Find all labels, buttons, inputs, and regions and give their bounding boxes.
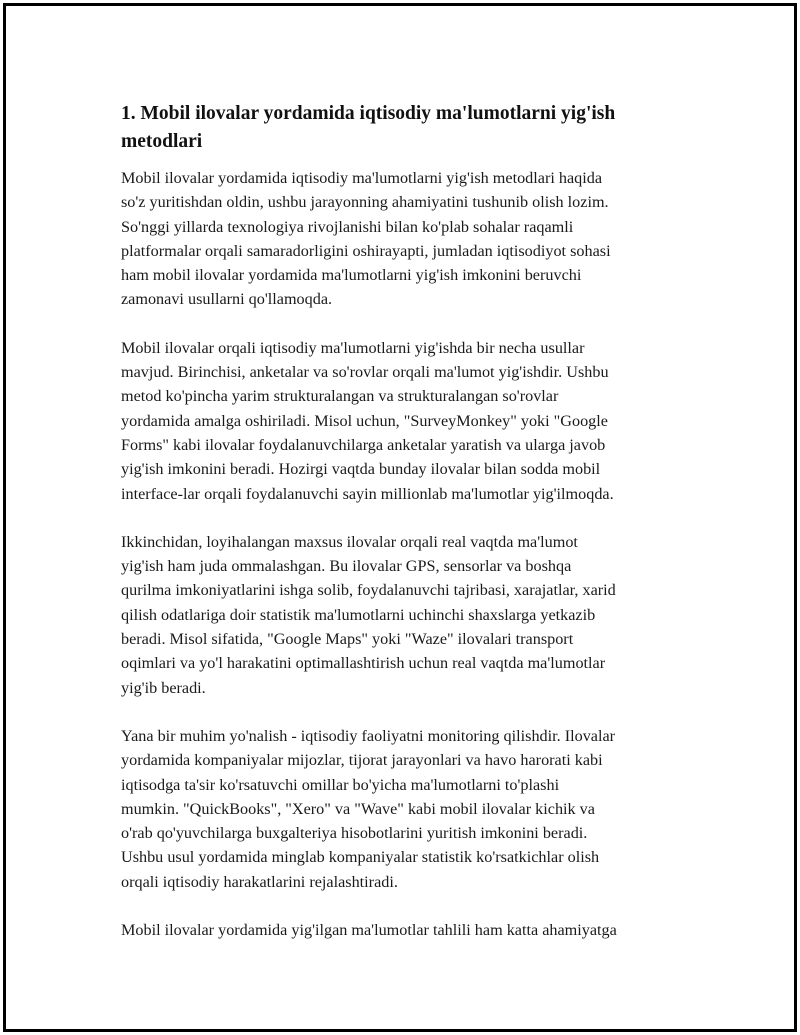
- text-line: o'rab qo'yuvchilarga buxgalteriya hisobotlarini yuritish imkonini beradi.: [121, 824, 588, 843]
- heading-line: 1. Mobil ilovalar yordamida iqtisodiy ma'lumotlarni yig'ish: [121, 103, 616, 124]
- paragraph-4: [121, 724, 701, 894]
- text-line: Mobil ilovalar yordamida yig'ilgan ma'lumotlar tahlili ham katta ahamiyatga: [121, 921, 617, 940]
- page-frame: [3, 3, 797, 1032]
- text-line: Mobil ilovalar yordamida iqtisodiy ma'lumotlarni yig'ish metodlari haqida: [121, 169, 603, 187]
- text-line: qilish odatlariga doir statistik ma'lumotlarni uchinchi shaxslarga yetkazib: [121, 605, 596, 624]
- text-line: yig'ish ham juda ommalashgan. Bu ilovalar GPS, sensorlar va boshqa: [121, 557, 572, 576]
- text-line: mumkin. "QuickBooks", "Xero" va "Wave" kabi mobil ilovalar kichik va: [121, 799, 595, 818]
- text-line: yordamida amalga oshiriladi. Misol uchun, "SurveyMonkey" yoki "Google: [121, 411, 608, 430]
- text-line: Forms" kabi ilovalar foydalanuvchilarga anketalar yaratish va ularga javob: [121, 435, 606, 454]
- paragraph-1: [121, 166, 701, 312]
- text-line: ham mobil ilovalar yordamida ma'lumotlarni yig'ish imkonini beruvchi: [121, 266, 582, 285]
- section-heading: [121, 100, 701, 156]
- text-line: yig'ib beradi.: [121, 678, 206, 697]
- text-line: beradi. Misol sifatida, "Google Maps" yoki "Waze" ilovalari transport: [121, 630, 574, 649]
- text-line: yordamida kompaniyalar mijozlar, tijorat jarayonlari va havo harorati kabi: [121, 751, 603, 770]
- text-line: iqtisodga ta'sir ko'rsatuvchi omillar bo'yicha ma'lumotlarni to'plashi: [121, 775, 560, 794]
- text-line: so'z yuritishdan oldin, ushbu jarayonning ahamiyatini tushunib olish lozim.: [121, 193, 609, 212]
- heading-line: metodlari: [121, 131, 203, 152]
- text-line: metod ko'pincha yarim strukturalangan va strukturalangan so'rovlar: [121, 387, 559, 406]
- text-line: interface-lar orqali foydalanuvchi sayin millionlab ma'lumotlar yig'ilmoqda.: [121, 484, 614, 503]
- text-line: Ushbu usul yordamida minglab kompaniyalar statistik ko'rsatkichlar olish: [121, 848, 600, 867]
- text-line: mavjud. Birinchisi, anketalar va so'rovlar orqali ma'lumot yig'ishdir. Ushbu: [121, 363, 609, 382]
- document-body: [121, 100, 701, 966]
- paragraph-2: [121, 336, 701, 506]
- text-line: zamonavi usullarni qo'llamoqda.: [121, 290, 333, 309]
- paragraph-5: [121, 918, 701, 942]
- text-line: platformalar orqali samaradorligini oshirayapti, jumladan iqtisodiyot sohasi: [121, 241, 611, 260]
- paragraph-3: [121, 530, 701, 700]
- text-line: yig'ish imkonini beradi. Hozirgi vaqtda bunday ilovalar bilan sodda mobil: [121, 460, 601, 479]
- text-line: orqali iqtisodiy harakatlarini rejalashtiradi.: [121, 872, 398, 891]
- text-line: oqimlari va yo'l harakatini optimallashtirish uchun real vaqtda ma'lumotlar: [121, 654, 606, 673]
- text-line: Mobil ilovalar orqali iqtisodiy ma'lumotlarni yig'ishda bir necha usullar: [121, 338, 585, 357]
- text-line: Ikkinchidan, loyihalangan maxsus ilovalar orqali real vaqtda ma'lumot: [121, 532, 578, 551]
- text-line: qurilma imkoniyatlarini ishga solib, foydalanuvchi tajribasi, xarajatlar, xarid: [121, 581, 616, 600]
- text-line: Yana bir muhim yo'nalish - iqtisodiy faoliyatni monitoring qilishdir. Ilovalar: [121, 726, 616, 745]
- text-line: So'nggi yillarda texnologiya rivojlanishi bilan ko'plab sohalar raqamli: [121, 217, 574, 236]
